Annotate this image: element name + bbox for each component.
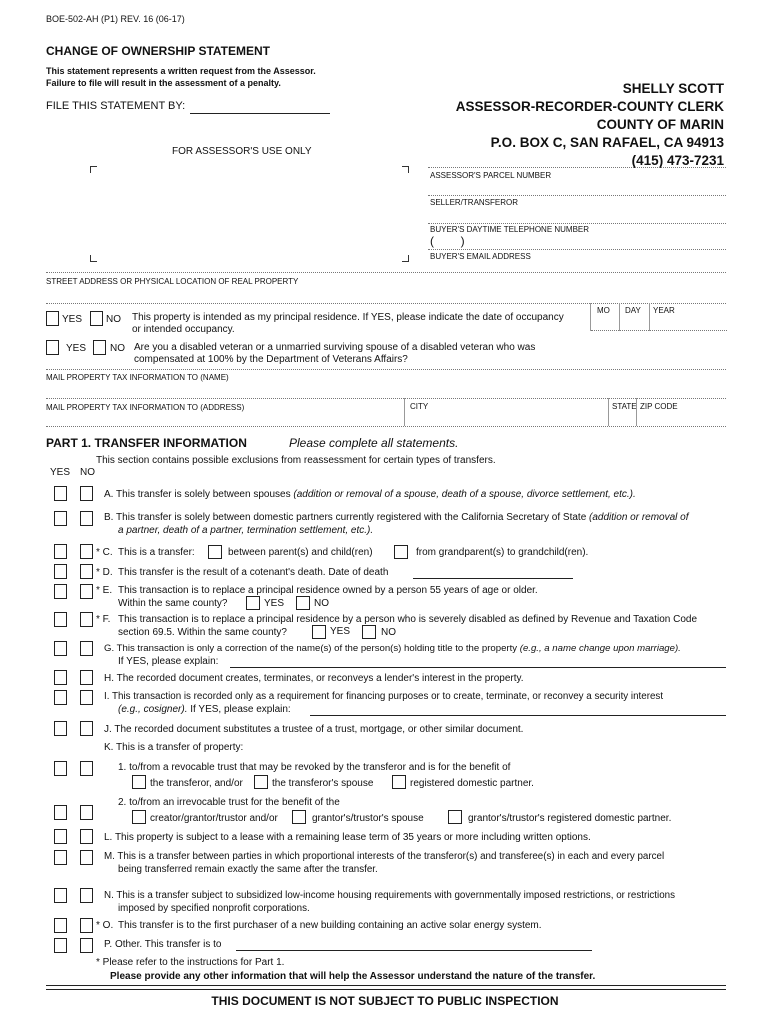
item-f-marker: * F. <box>96 614 111 625</box>
mail-address-label: MAIL PROPERTY TAX INFORMATION TO (ADDRESS) <box>46 403 245 412</box>
item-f-county-yes-checkbox[interactable] <box>312 625 326 639</box>
item-g-explain-label: If YES, please explain: <box>118 656 219 667</box>
footer-divider <box>46 985 726 990</box>
buyer-email-field[interactable] <box>46 272 726 273</box>
assessor-office-block <box>456 80 724 170</box>
principal-question: This property is intended as my principal residence. If YES, please indicate the date of occupancy or intended occupancy. <box>132 312 564 335</box>
parcel-number-field[interactable] <box>428 195 726 196</box>
mo-label: MO <box>597 306 610 315</box>
k1-partner-checkbox[interactable] <box>392 775 406 789</box>
corner-mark-tl <box>90 166 97 173</box>
part1-intro: This section contains possible exclusions from reassessment for certain types of transfers. <box>96 455 496 466</box>
item-c-marker: * C. <box>96 547 113 558</box>
state-label: STATE <box>612 402 637 411</box>
item-i-no-checkbox[interactable] <box>80 690 93 705</box>
item-o-marker: * O. <box>96 920 114 931</box>
item-f-county-no-checkbox[interactable] <box>362 625 376 639</box>
mail-name-label: MAIL PROPERTY TAX INFORMATION TO (NAME) <box>46 373 229 382</box>
item-g-text: G. This transaction is only a correction of the name(s) of the person(s) holding title to the property (e.g., a name change upon marriage). <box>104 643 681 654</box>
veteran-no-checkbox[interactable] <box>93 340 106 355</box>
file-by-label: FILE THIS STATEMENT BY: <box>46 100 186 112</box>
item-k1-yes-checkbox[interactable] <box>54 761 67 776</box>
item-o-text: This transfer is to the first purchaser of a new building containing an active solar energy system. <box>118 920 542 931</box>
item-i-explain-field[interactable] <box>310 715 726 716</box>
principal-yes-checkbox[interactable] <box>46 311 59 326</box>
item-f-county-no-label: NO <box>381 627 396 638</box>
k1-spouse-checkbox[interactable] <box>254 775 268 789</box>
item-k2-no-checkbox[interactable] <box>80 805 93 820</box>
item-k2-yes-checkbox[interactable] <box>54 805 67 820</box>
veteran-question: Are you a disabled veteran or a unmarried surviving spouse of a disabled veteran who was compensated at 100% by the Department of Veterans Affairs? <box>134 342 536 365</box>
item-a-text: A. This transfer is solely between spouses (addition or removal of a spouse, death of a spouse, divorce settlement, etc.). <box>104 489 636 500</box>
form-title: CHANGE OF OWNERSHIP STATEMENT <box>46 44 271 58</box>
parcel-number-label: ASSESSOR'S PARCEL NUMBER <box>430 171 552 180</box>
form-id: BOE-502-AH (P1) REV. 16 (06-17) <box>46 14 185 24</box>
buyer-email-label: BUYER'S EMAIL ADDRESS <box>430 252 531 261</box>
assessor-use-label: FOR ASSESSOR'S USE ONLY <box>172 146 312 157</box>
item-k1-no-checkbox[interactable] <box>80 761 93 776</box>
principal-no-checkbox[interactable] <box>90 311 103 326</box>
item-g-no-checkbox[interactable] <box>80 641 93 656</box>
yes-column-header: YES <box>50 467 71 478</box>
grandparent-checkbox[interactable] <box>394 545 408 559</box>
item-l-yes-checkbox[interactable] <box>54 829 67 844</box>
buyer-phone-label: BUYER'S DAYTIME TELEPHONE NUMBER <box>430 225 590 234</box>
date-of-death-field[interactable] <box>413 578 573 579</box>
item-j-no-checkbox[interactable] <box>80 721 93 736</box>
item-m-yes-checkbox[interactable] <box>54 850 67 865</box>
item-f-county-yes-label: YES <box>330 626 351 637</box>
seller-label: SELLER/TRANSFEROR <box>430 198 519 207</box>
item-l-no-checkbox[interactable] <box>80 829 93 844</box>
county-name: COUNTY OF MARIN <box>596 117 724 132</box>
item-p-no-checkbox[interactable] <box>80 938 93 953</box>
item-b-yes-checkbox[interactable] <box>54 511 67 526</box>
item-e-county-question: Within the same county? <box>118 598 228 609</box>
item-k1-text: 1. to/from a revocable trust that may be revoked by the transferor and is for the benefit of <box>118 762 511 773</box>
item-e-county-yes-label: YES <box>264 598 285 609</box>
office-address: P.O. BOX C, SAN RAFAEL, CA 94913 <box>490 135 724 150</box>
item-e-county-no-checkbox[interactable] <box>296 596 310 610</box>
item-j-text: J. The recorded document substitutes a trustee of a trust, mortgage, or other similar document. <box>104 724 524 735</box>
footer-notice: THIS DOCUMENT IS NOT SUBJECT TO PUBLIC INSPECTION <box>211 994 559 1008</box>
item-n-no-checkbox[interactable] <box>80 888 93 903</box>
item-d-text: This transfer is the result of a cotenant's death. Date of death <box>118 567 389 578</box>
zip-label: ZIP CODE <box>640 402 678 411</box>
day-label: DAY <box>625 306 641 315</box>
seller-field[interactable] <box>428 223 726 224</box>
item-d-no-checkbox[interactable] <box>80 564 93 579</box>
veteran-yes-checkbox[interactable] <box>46 340 59 355</box>
k2-creator-label: creator/grantor/trustor and/or <box>150 813 278 824</box>
notice-line-2: Failure to file will result in the assessment of a penalty. <box>46 78 281 88</box>
assessor-title: ASSESSOR-RECORDER-COUNTY CLERK <box>455 99 724 114</box>
item-m-no-checkbox[interactable] <box>80 850 93 865</box>
item-p-other-field[interactable] <box>236 950 592 951</box>
buyer-phone-field[interactable]: ( ) <box>430 234 465 248</box>
corner-mark-bl <box>90 255 97 262</box>
mail-address-field[interactable] <box>46 426 726 427</box>
item-g-yes-checkbox[interactable] <box>54 641 67 656</box>
veteran-yes-label: YES <box>66 343 87 354</box>
no-column-header: NO <box>80 467 95 478</box>
provide-info-text: Please provide any other information that will help the Assessor understand the nature of the transfer. <box>110 971 596 982</box>
item-h-yes-checkbox[interactable] <box>54 670 67 685</box>
item-h-text: H. The recorded document creates, terminates, or reconveys a lender's interest in the property. <box>104 673 524 684</box>
item-b-no-checkbox[interactable] <box>80 511 93 526</box>
item-a-yes-checkbox[interactable] <box>54 486 67 501</box>
item-n-text: N. This is a transfer subject to subsidized low-income housing requirements with governmentally imposed restrictions, or restrictions imposed by specified nonprofit corporations. <box>104 890 675 914</box>
k2-partner-label: grantor's/trustor's registered domestic partner. <box>468 813 672 824</box>
item-i-explain-label: (e.g., cosigner). If YES, please explain: <box>118 704 291 715</box>
principal-yes-label: YES <box>62 314 83 325</box>
item-a-no-checkbox[interactable] <box>80 486 93 501</box>
item-i-yes-checkbox[interactable] <box>54 690 67 705</box>
item-c-yes-checkbox[interactable] <box>54 544 67 559</box>
item-n-yes-checkbox[interactable] <box>54 888 67 903</box>
k1-transferor-label: the transferor, and/or <box>150 778 243 789</box>
item-k-text: K. This is a transfer of property: <box>104 742 244 753</box>
item-e-county-no-label: NO <box>314 598 329 609</box>
city-label: CITY <box>410 402 429 411</box>
k2-spouse-checkbox[interactable] <box>292 810 306 824</box>
item-f-no-checkbox[interactable] <box>80 612 93 627</box>
occupancy-date-field[interactable] <box>590 303 727 331</box>
item-o-no-checkbox[interactable] <box>80 918 93 933</box>
item-k2-text: 2. to/from an irrevocable trust for the benefit of the <box>118 797 340 808</box>
item-h-no-checkbox[interactable] <box>80 670 93 685</box>
item-l-text: L. This property is subject to a lease with a remaining lease term of 35 years or more including written options. <box>104 832 591 843</box>
item-j-yes-checkbox[interactable] <box>54 721 67 736</box>
k2-creator-checkbox[interactable] <box>132 810 146 824</box>
year-label: YEAR <box>653 306 675 315</box>
footnote: * Please refer to the instructions for Part 1. <box>96 957 285 968</box>
item-o-yes-checkbox[interactable] <box>54 918 67 933</box>
k1-transferor-checkbox[interactable] <box>132 775 146 789</box>
item-p-yes-checkbox[interactable] <box>54 938 67 953</box>
veteran-no-label: NO <box>110 343 125 354</box>
file-by-field[interactable] <box>190 113 330 114</box>
item-d-marker: * D. <box>96 567 113 578</box>
item-f-yes-checkbox[interactable] <box>54 612 67 627</box>
parent-child-checkbox[interactable] <box>208 545 222 559</box>
item-f-county-question: section 69.5. Within the same county? <box>118 627 287 638</box>
corner-mark-br <box>402 255 409 262</box>
grandparent-label: from grandparent(s) to grandchild(ren). <box>416 547 589 558</box>
part1-title: PART 1. TRANSFER INFORMATION <box>46 436 247 450</box>
item-e-text: This transaction is to replace a principal residence owned by a person 55 years of age or older. <box>118 585 538 596</box>
notice-line-1: This statement represents a written request from the Assessor. <box>46 66 316 76</box>
item-m-text: M. This is a transfer between parties in which proportional interests of the transferor(s) and transferee(s) in each and every parcel being transferred remain exactly the same after the transfer. <box>104 851 665 875</box>
k1-spouse-label: the transferor's spouse <box>272 778 374 789</box>
item-c-no-checkbox[interactable] <box>80 544 93 559</box>
item-c-text: This is a transfer: <box>118 547 195 558</box>
item-e-yes-checkbox[interactable] <box>54 584 67 599</box>
item-d-yes-checkbox[interactable] <box>54 564 67 579</box>
item-e-marker: * E. <box>96 585 113 596</box>
office-phone: (415) 473-7231 <box>631 153 724 168</box>
parent-child-label: between parent(s) and child(ren) <box>228 547 373 558</box>
k2-partner-checkbox[interactable] <box>448 810 462 824</box>
item-g-explain-field[interactable] <box>230 667 726 668</box>
principal-no-label: NO <box>106 314 121 325</box>
item-i-text: I. This transaction is recorded only as a requirement for financing purposes or to create, terminate, or reconvey a security interest <box>104 691 664 702</box>
item-e-county-yes-checkbox[interactable] <box>246 596 260 610</box>
item-p-text: P. Other. This transfer is to <box>104 939 222 950</box>
corner-mark-tr <box>402 166 409 173</box>
k2-spouse-label: grantor's/trustor's spouse <box>312 813 424 824</box>
item-b-text: B. This transfer is solely between domestic partners currently registered with the California Secretary of State (addition or removal of a partner, death of a partner, termination settlement, etc.). <box>104 512 689 536</box>
item-e-no-checkbox[interactable] <box>80 584 93 599</box>
mail-name-field[interactable] <box>46 398 726 399</box>
k1-partner-label: registered domestic partner. <box>410 778 534 789</box>
street-address-label: STREET ADDRESS OR PHYSICAL LOCATION OF REAL PROPERTY <box>46 277 299 286</box>
part1-subtitle: Please complete all statements. <box>289 436 459 450</box>
item-f-text: This transaction is to replace a principal residence by a person who is severely disabled as defined by Revenue and Taxation Code <box>118 614 698 625</box>
assessor-name: SHELLY SCOTT <box>622 81 724 96</box>
